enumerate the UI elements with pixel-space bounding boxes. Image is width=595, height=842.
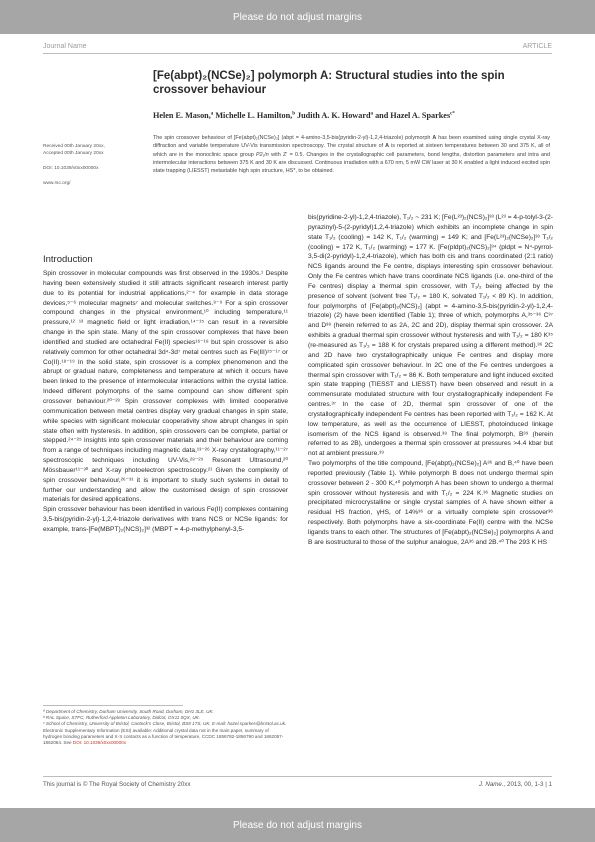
abstract-bold-label: A (432, 135, 437, 141)
author-name: Michelle L. Hamilton, (215, 111, 293, 120)
body-column-left: Spin crossover in molecular compounds was first observed in the 1930s.¹ Despite having been extensively studied it still attracts significant research interest partly due to its potential for industrial applications,²⁻⁴ for example in data storage devices,⁵⁻⁶ molecular magnets⁷ and molecular switches.⁸⁻⁹ For a spin crossover compound changes in the physical environment,¹⁰ including temperature,¹¹ pressure,¹² ¹³ magnetic field or light irradiation,¹⁴⁻¹⁵ can result in a reversible change in the spin state. Many of the spin crossover complexes that have been identified and studied are octahedral Fe(II) species¹⁶⁻¹⁸ but spin crossover is also relatively common for other octahedral 3d⁴-3d⁷ metal centres such as Fe(III)¹⁵⁻¹⁷ or Co(II).¹⁸⁻¹⁹ In the solid state, spin crossover is a complex phenomenon and the abrupt or gradual nature, completeness and temperature at which it occurs have been linked to the presence of intermolecular interactions within the crystal lattice. Indeed different polymorphs of the same compound can show different spin crossover behaviour.²⁰⁻²³ Spin crossover complexes with limited cooperative communication between metal centres display very gradual changes in spin state, while species with significant molecular cooperativity show abrupt changes in spin state often with hysteresis. In addition, spin crossovers can be complete, partial or stepped.²⁴⁻²⁵ Insights into spin crossover materials and their behaviour are coming from a range of techniques including magnetic data,¹³⁻²⁶ X-ray crystallography,¹¹⁻²⁷ spectroscopic techniques including UV-Vis,²⁸⁻²⁹ Resonant Ultrasound,²⁰ Mössbauer¹¹⁻³⁰ and X-ray photoelectron spectroscopy.²¹ Given the complexity of spin crossover behaviour,²⁶⁻³¹ it is important to study such systems in detail to further our understanding and allow the customised design of spin crossover materials for desired applications. Spin crossover behaviour has been identified in various Fe(II) complexes containing 3,5-bis(pyridin-2-yl)-1,2,4-triazole derivatives with trans NCS or NCSe ligands: for example, trans-[Fe(MBPT)₂(NCS)₂]³² (MBPT = 4-p-methylphenyl-3,5- (43, 270, 288, 533)
abstract-bold-label: A (385, 143, 390, 150)
footer-page-number: 2013, 00, 1-3 | 1 (505, 781, 552, 788)
author-affiliation-mark: c* (450, 111, 455, 117)
author-name: Helen E. Mason, (153, 111, 211, 120)
author-name: Judith A. K. Howard (297, 111, 371, 120)
rsc-website-link[interactable]: www.rsc.org/ (43, 181, 71, 186)
top-margin-banner (0, 0, 595, 34)
received-date: Received 00th January 20xx, (43, 144, 105, 149)
header-rule (43, 53, 552, 54)
footnotes (43, 709, 288, 746)
footer-rule (43, 776, 552, 777)
bottom-margin-banner (0, 808, 595, 842)
author-affiliation-mark: a (210, 111, 214, 117)
author-list (153, 111, 553, 120)
accepted-date: Accepted 00th January 20xx (43, 151, 104, 156)
footnote-affiliation-a: ª Department of Chemistry, Durham University, South Road, Durham, DH1 3LE, UK. (43, 709, 214, 714)
paper-title: [Fe(abpt)₂(NCSe)₂] polymorph A: Structural studies into the spin crossover behaviour (153, 70, 505, 96)
bottom-banner-text: Please do not adjust margins (233, 819, 362, 831)
abstract-text: with Z′ = 0.5. Changes in the crystallographic cell parameters, bond lengths, distortion parameters and intra and intermolecular interactions between 375 K and 30 K are discussed. Continuous irradiation with a 670 nm, 5 mW CW laser at 30 K enabled a light induced excited spin state trapping (LIESST) metastable high spin structure, HS*, to be obtained. (153, 151, 551, 175)
footer-copyright: This journal is © The Royal Society of Chemistry 20xx (43, 781, 191, 788)
abstract (153, 134, 550, 175)
author-affiliation-mark: a (370, 111, 374, 117)
journal-name: Journal Name (43, 43, 87, 50)
doi-label: DOI: 10.1039/x0xx00000x (43, 166, 99, 171)
abstract-text: has been examined using single crystal X-ray diffraction and variable temperature UV-Vis transmission spectroscopy. The crystal structure of (153, 135, 550, 150)
esi-doi-link[interactable]: DOI: 10.1039/x0xx00000x (72, 740, 127, 746)
footnote-rule (43, 705, 183, 706)
article-type: ARTICLE (522, 43, 552, 50)
footnote-esi (43, 728, 288, 747)
space-group: P2₁/n (256, 151, 269, 158)
footnote-affiliation-c: ᶜ School of Chemistry, University of Bristol, Cantock’s Close, Bristol, BS8 1TS, UK. E-mail: hazel.sparkes@bristol.ac.uk. (43, 721, 287, 727)
section-heading-introduction: Introduction (43, 254, 93, 265)
abstract-text: is reported at sixteen temperatures between 30 and 375 K, all of which are in the monoclinic space group (153, 143, 550, 158)
footer-journal: J. Name., (478, 781, 506, 788)
footnote-affiliation-b: ᵇ RAL Space, STFC, Rutherford Appleton Laboratory, Didcot, OX11 0QX, UK. (43, 715, 201, 721)
esi-text: Electronic Supplementary Information (ESI) available: Additional crystal data not in the main paper, summary of hydrogen bonding parameters and π-π contacts as a function of temperature, CCDC 1856782-1856790 and 1862057-1862064. See (43, 727, 284, 746)
author-name: and Hazel A. Sparkes (375, 111, 451, 120)
body-column-right: bis(pyridine-2-yl)-1,2,4-triazole), T₁/₂ ~ 231 K; [Fe(L²³)₂(NCS)₂]³³ (L²³ = 4-p-tolyl-3-(2-pyrazinyl)-5-(2-pyridyl)1,2,4-triazole) which exhibits an incomplete change in spin state T₁/₂ (cooling) = 142 K, T₁/₂ (warming) = 149 K; and [Fe(L²³)₂(NCSe)₂]³³ T₁/₂ (cooling) = 172 K, T₁/₂ (warming) = 177 K. [Fe(pldpt)₂(NCS)₂]³⁴ (pldpt = N⁴-pyrrol-3,5-di(2-pyridyl)-1,2,4-triazole), which has both cis and trans coordinated (2:1 ratio) NCS ligands around the Fe centre, displays interesting spin crossover behaviour. Only the Fe centres which have trans coordinate NCS ligands (i.e. one-third of the Fe centres) display a thermal spin crossover, with T₁/₂ being affected by the presence of solvent (solvent free T₁/₂ = 180 K, solvated T₁/₂ < 89 K). In addition, four polymorphs of [Fe(abpt)₂(NCS)₂] (abpt = 4-amino-3,5-bis(pyridin-2-yl)-1,2,4-triazole) (2) have been identified (Table 1); three of which, polymorphs A,³⁵⁻³⁶ C³⁷ and D³⁸ (herein referred to as 2A, 2C and 2D), display thermal spin crossover. 2A exhibits a gradual thermal spin crossover without hysteresis and with T₁/₂ = 180 K³⁵ (re-measured as T₁/₂ = 188 K for crystals prepared using a different method).³⁶ 2C and 2D have two crystallographically unique Fe centres and display more complicated spin crossover behaviour. In 2C one of the Fe centres undergoes a thermal spin crossover with T₁/₂ = 86 K. Both temperature and light induced excited spin state trapping (TIESST and LIESST) have been observed and result in a commensurate modulated structure with four crystallographically independent Fe centres.³⁷ In the case of 2D, thermal spin crossover of one of the crystallographically independent Fe centres has been reported with T₁/₂ = 162 K. At low temperature, as well as the occurrence of LIESST, photoinduced linkage isomerism of the NCS ligand is observed.³⁸ The final polymorph, B³⁹ (herein referred to as 2B), undergoes a thermal spin crossover at pressures >4.4 kbar but not at ambient pressure.³⁹ Two polymorphs of the title compound, [Fe(abpt)₂(NCSe)₂] A³⁶ and B,⁴⁰ have been reported previously (Table 1). While polymorph B does not undergo thermal spin crossover between 2 - 300 K,⁴⁰ polymorph A has been shown to undergo a thermal spin crossover without hysteresis and with T₁/₂ = 224 K.³⁶ Magnetic studies on precipitated microcrystalline or single crystal samples of A have shown either a residual HS fraction, γHS, of 14%³⁶ or a virtually complete spin crossover³⁶ respectively. Both polymorphs have a six-coordinate Fe(II) centre with the NCSe ligands trans to each other. The structures of [Fe(abpt)₂(NCSe)₂] polymorphs A and B are isostructural to those of the sulphur analogue, 2A³⁶ and 2B.⁴⁰ The 293 K HS (308, 214, 553, 546)
top-banner-text: Please do not adjust margins (233, 11, 362, 23)
author-affiliation-mark: b (292, 111, 295, 117)
footer-page-info (479, 781, 552, 788)
abstract-text: The spin crossover behaviour of [Fe(abpt)₂(NCSe)₂] (abpt = 4-amino-3,5-bis(pyridin-2-yl)-1,2,4-triazole) polymorph (153, 135, 433, 141)
